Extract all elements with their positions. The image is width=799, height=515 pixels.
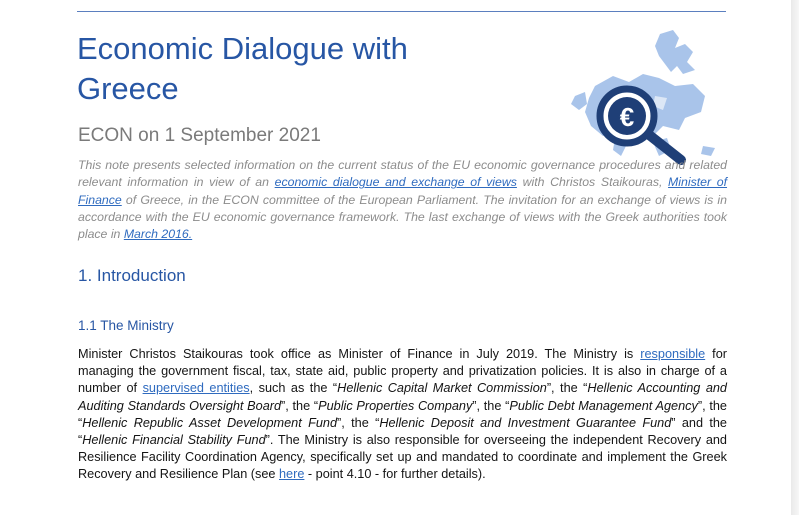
intro-note-text: of Greece, in the ECON committee of the European Parliament. The invitation for an exchange of views is in accordance with the EU economic governance framework. The last exchange of views with the Greek authorities took place in [78, 192, 727, 242]
paragraph-text: ”, the “ [281, 398, 319, 413]
header-rule [77, 11, 726, 12]
paragraph-text: for managing the government fiscal, tax, state aid, public property and privatization policies. It is also in charge of a number of [78, 347, 727, 396]
entity-name: Public Properties Company [318, 398, 473, 413]
euro-symbol: € [619, 102, 635, 132]
title-line-1: Economic Dialogue with [77, 31, 408, 66]
economic-dialogue-link[interactable]: economic dialogue and exchange of views [274, 175, 517, 190]
intro-note-text: with Christos Staikouras, [516, 175, 669, 190]
paragraph-text: Minister Christos Staikouras took office as Minister of Finance in July 2019. The Ministry is [78, 347, 641, 361]
subsection-heading-ministry: 1.1 The Ministry [78, 318, 174, 333]
document-title [77, 29, 547, 109]
paragraph-text: ” and the “ [78, 415, 727, 448]
page-edge-shadow [791, 0, 799, 515]
minister-of-finance-link[interactable]: Minister of Finance [78, 175, 728, 207]
entity-name: Public Debt Management Agency [509, 398, 698, 413]
entity-name: Hellenic Deposit and Investment Guarantee Fund [379, 415, 672, 430]
paragraph-text: , such as the “ [249, 381, 338, 396]
ministry-paragraph [78, 346, 727, 484]
paragraph-text: ”, the “ [546, 381, 588, 396]
entity-name: Hellenic Republic Asset Development Fund [82, 415, 338, 430]
title-line-2: Greece [77, 71, 179, 106]
entity-name: Hellenic Accounting and Auditing Standards Oversight Board [78, 381, 727, 413]
responsible-link[interactable]: responsible [640, 347, 706, 361]
here-link[interactable]: here [279, 467, 305, 482]
paragraph-text: ”, the “ [337, 415, 380, 430]
march-2016-link[interactable]: March 2016. [123, 227, 193, 242]
document-subtitle: ECON on 1 September 2021 [78, 125, 321, 146]
entity-name: Hellenic Capital Market Commission [337, 381, 547, 396]
eu-map-euro-magnifier-icon [555, 26, 730, 176]
supervised-entities-link[interactable]: supervised entities [142, 381, 250, 396]
paragraph-text: - point 4.10 - for further details). [304, 467, 486, 482]
entity-name: Hellenic Financial Stability Fund [82, 433, 266, 448]
intro-note-text: This note presents selected information on the current status of the EU economic governance procedures and related relevant information in view of an [78, 158, 727, 190]
paragraph-text: ”, the “ [472, 398, 510, 413]
intro-note [78, 157, 727, 243]
paragraph-text: ”. The Ministry is also responsible for overseeing the independent Recovery and Resilience Facility Coordination Agency, specifically set up and mandated to coordinate and implement the Greek Recovery and Resilience Plan (see [78, 433, 727, 482]
section-heading-introduction: 1. Introduction [78, 266, 186, 285]
paragraph-text: ”, the “ [78, 398, 727, 430]
